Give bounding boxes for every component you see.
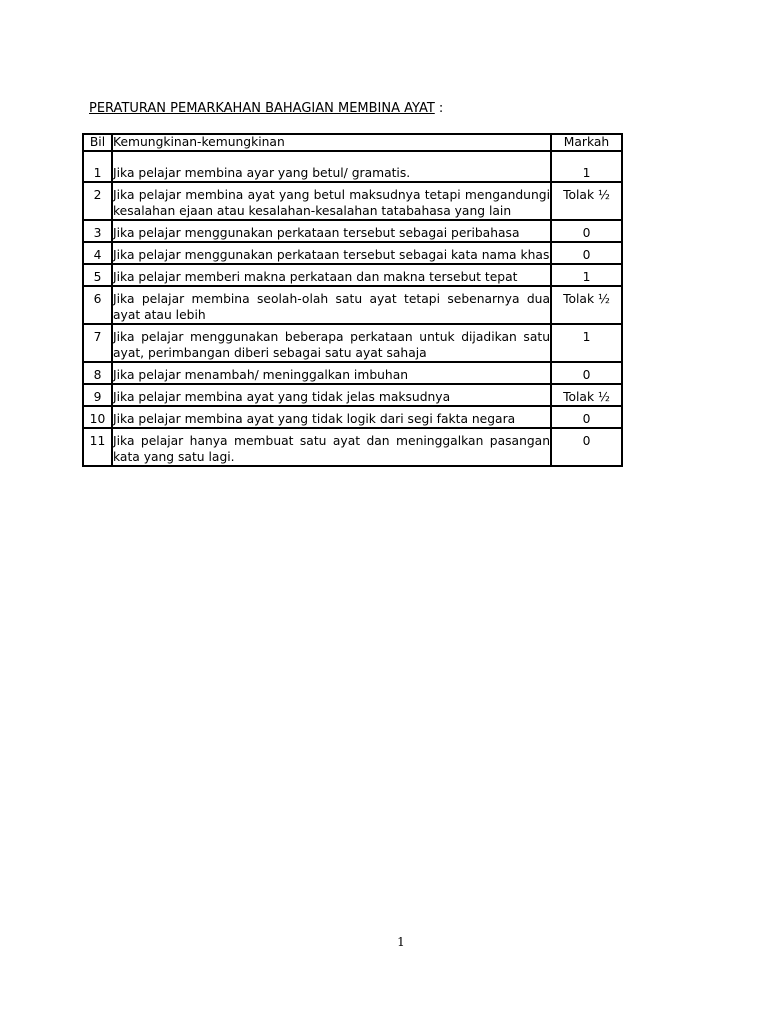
- table-row: [83, 384, 622, 406]
- row-marks: Tolak ½: [551, 384, 622, 406]
- row-marks: 1: [551, 324, 622, 362]
- document-title-text: PERATURAN PEMARKAHAN BAHAGIAN MEMBINA AYAT: [89, 101, 435, 116]
- document-title-suffix: :: [434, 101, 444, 116]
- row-description: Jika pelajar menambah/ meninggalkan imbuhan: [112, 362, 551, 384]
- table-row: [83, 264, 622, 286]
- row-number: 3: [83, 220, 112, 242]
- row-marks: 0: [551, 428, 622, 466]
- table-row: [83, 242, 622, 264]
- row-marks: 0: [551, 362, 622, 384]
- table-header-row: [83, 134, 622, 151]
- row-description: Jika pelajar membina seolah-olah satu ayat tetapi sebenarnya dua ayat atau lebih: [112, 286, 551, 324]
- header-marks: Markah: [551, 134, 622, 151]
- row-number: 10: [83, 406, 112, 428]
- row-description: Jika pelajar memberi makna perkataan dan makna tersebut tepat: [112, 264, 551, 286]
- row-number: 4: [83, 242, 112, 264]
- marking-rules-table: [82, 133, 623, 467]
- row-description: Jika pelajar menggunakan perkataan tersebut sebagai peribahasa: [112, 220, 551, 242]
- row-description: Jika pelajar membina ayat yang tidak jelas maksudnya: [112, 384, 551, 406]
- page-number: 1: [397, 935, 405, 949]
- row-number: 7: [83, 324, 112, 362]
- table-row: [83, 324, 622, 362]
- row-number: 1: [83, 151, 112, 182]
- row-description: Jika pelajar hanya membuat satu ayat dan meninggalkan pasangan kata yang satu lagi.: [112, 428, 551, 466]
- table-row: [83, 362, 622, 384]
- table-row: [83, 151, 622, 182]
- table-row: [83, 182, 622, 220]
- row-number: 6: [83, 286, 112, 324]
- row-number: 2: [83, 182, 112, 220]
- row-number: 5: [83, 264, 112, 286]
- row-marks: Tolak ½: [551, 182, 622, 220]
- row-description: Jika pelajar membina ayat yang tidak logik dari segi fakta negara: [112, 406, 551, 428]
- table-row: [83, 428, 622, 466]
- row-marks: 1: [551, 264, 622, 286]
- row-number: 8: [83, 362, 112, 384]
- row-marks: 0: [551, 242, 622, 264]
- row-description: Jika pelajar membina ayar yang betul/ gramatis.: [112, 151, 551, 182]
- row-marks: 1: [551, 151, 622, 182]
- row-number: 11: [83, 428, 112, 466]
- header-bil: Bil: [83, 134, 112, 151]
- header-description: Kemungkinan-kemungkinan: [112, 134, 551, 151]
- table-row: [83, 220, 622, 242]
- row-marks: 0: [551, 220, 622, 242]
- row-marks: 0: [551, 406, 622, 428]
- row-description: Jika pelajar membina ayat yang betul maksudnya tetapi mengandungi kesalahan ejaan atau kesalahan-kesalahan tatabahasa yang lain: [112, 182, 551, 220]
- document-title: [89, 101, 443, 116]
- table-row: [83, 406, 622, 428]
- row-description: Jika pelajar menggunakan beberapa perkataan untuk dijadikan satu ayat, perimbangan diberi sebagai satu ayat sahaja: [112, 324, 551, 362]
- row-marks: Tolak ½: [551, 286, 622, 324]
- table-row: [83, 286, 622, 324]
- row-description: Jika pelajar menggunakan perkataan tersebut sebagai kata nama khas: [112, 242, 551, 264]
- row-number: 9: [83, 384, 112, 406]
